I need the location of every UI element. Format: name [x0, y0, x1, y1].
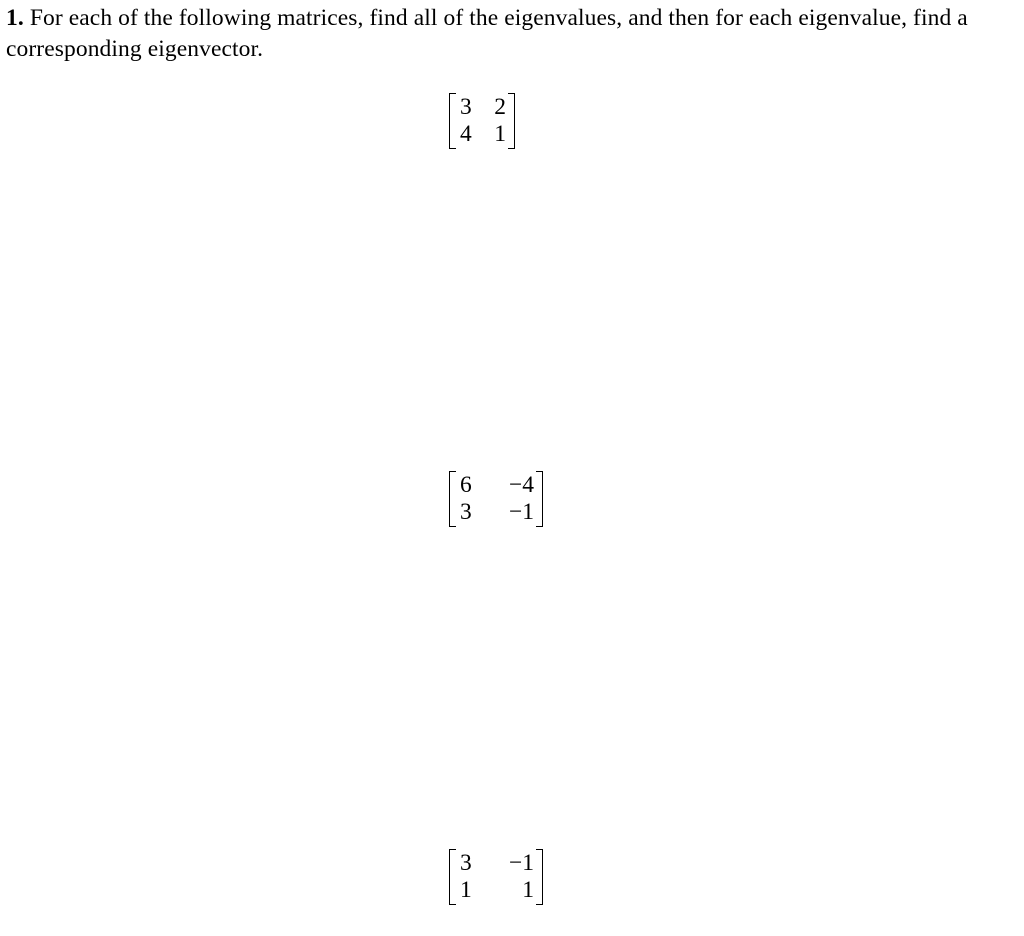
matrix-entry: −1 — [508, 850, 534, 876]
matrix-entries — [456, 849, 536, 905]
matrix-entry: 6 — [460, 472, 472, 498]
matrix-entry: −4 — [508, 472, 534, 498]
matrix-2 — [449, 471, 543, 527]
right-bracket — [536, 849, 543, 905]
matrix-entries — [456, 93, 508, 149]
problem-number: 1. — [6, 5, 24, 31]
matrix-entry: 4 — [460, 121, 472, 147]
right-bracket — [536, 471, 543, 527]
left-bracket — [449, 93, 456, 149]
matrix-entry: 2 — [494, 94, 506, 120]
matrix-entry: 3 — [460, 850, 472, 876]
matrix-entry: −1 — [508, 499, 534, 525]
matrix-entry: 1 — [522, 877, 534, 903]
problem-statement — [6, 3, 1006, 65]
right-bracket — [508, 93, 515, 149]
left-bracket — [449, 849, 456, 905]
matrix-3 — [449, 849, 543, 905]
matrix-entry: 1 — [494, 121, 506, 147]
matrix-entry: 3 — [460, 499, 472, 525]
matrix-entry: 3 — [460, 94, 472, 120]
matrix-entry: 1 — [460, 877, 472, 903]
matrix-entries — [456, 471, 536, 527]
problem-text: For each of the following matrices, find all of the eigenvalues, and then for each eigenvalue, find a corresponding eigenvector. — [6, 5, 968, 62]
left-bracket — [449, 471, 456, 527]
matrix-1 — [449, 93, 515, 149]
